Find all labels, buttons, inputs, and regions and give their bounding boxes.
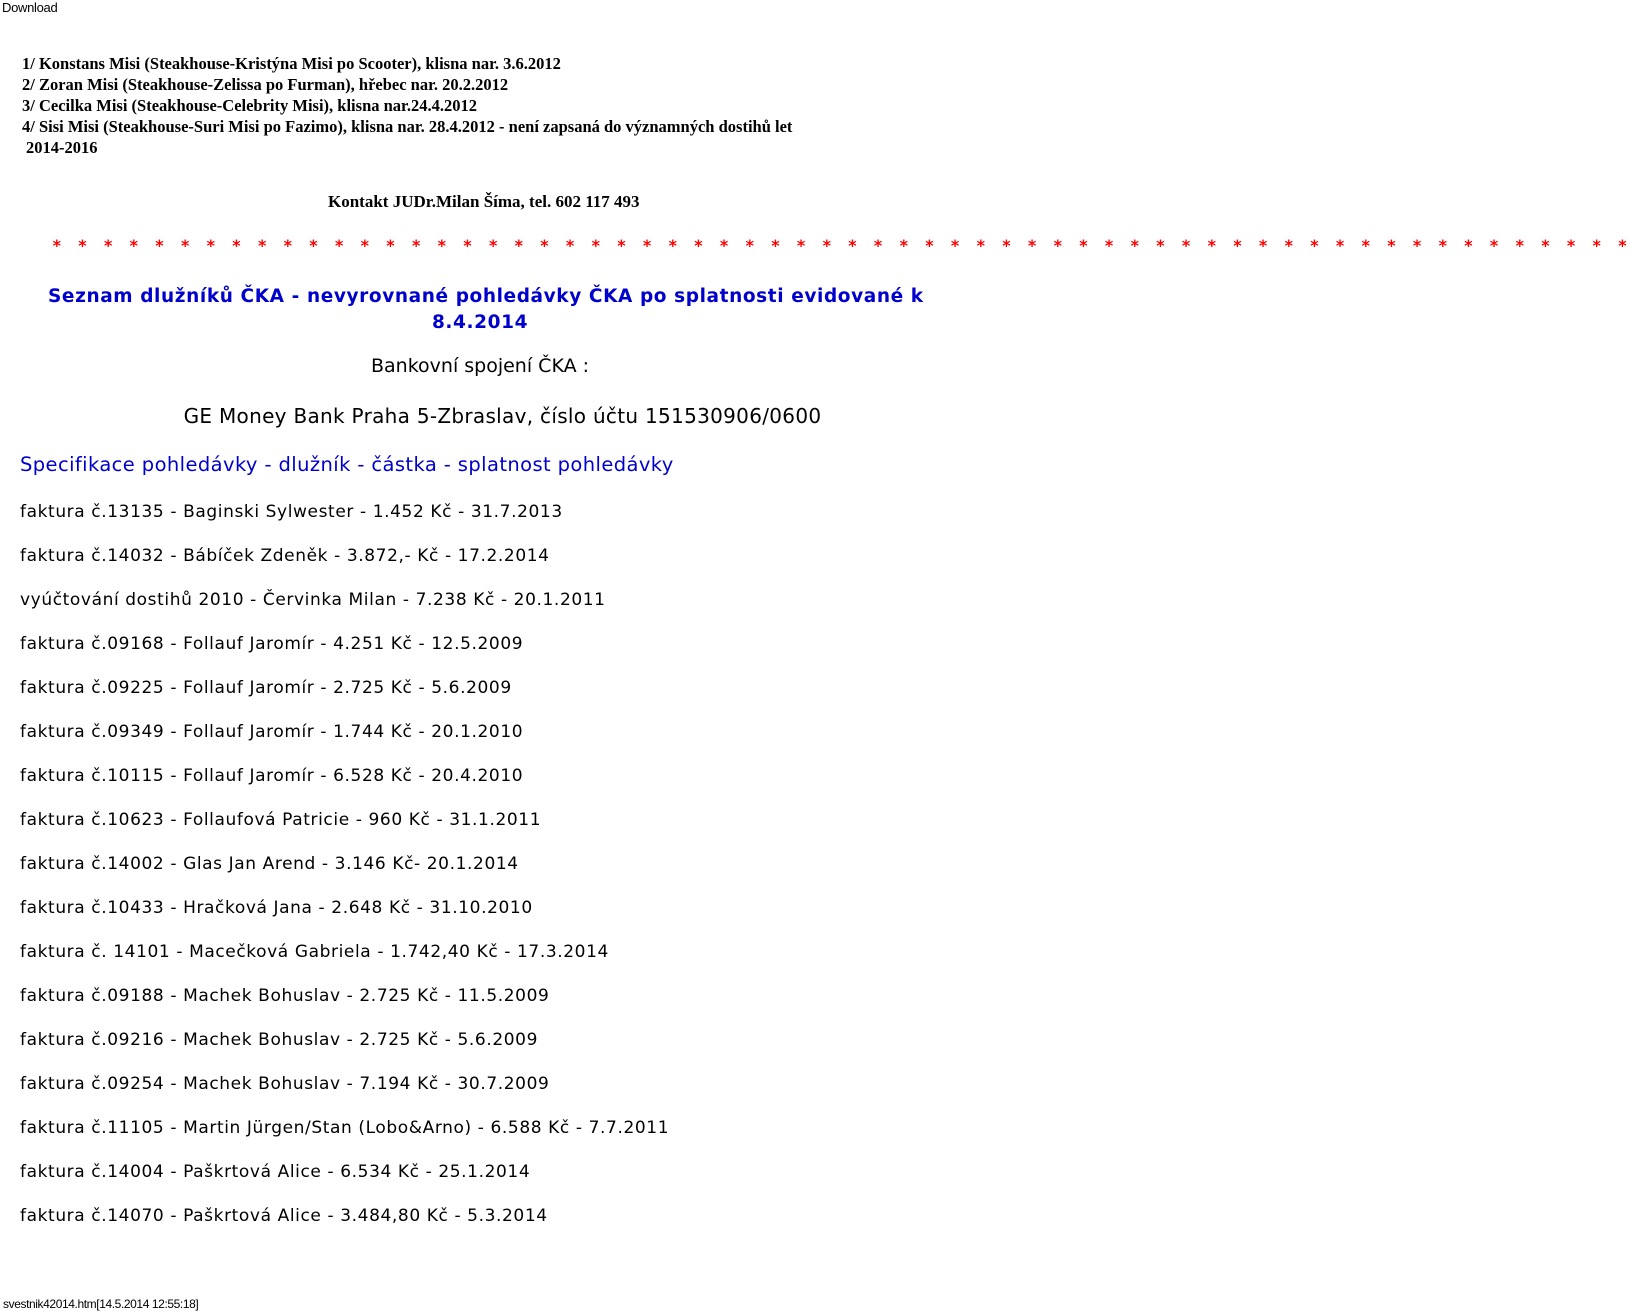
contact-info: Kontakt JUDr.Milan Šíma, tel. 602 117 493 [328, 192, 640, 211]
specification-heading: Specifikace pohledávky - dlužník - částka - splatnost pohledávky [20, 453, 674, 476]
horses-list [22, 53, 952, 158]
debt-item: faktura č.09349 - Follauf Jaromír - 1.744 Kč - 20.1.2010 [20, 722, 524, 742]
debtors-list-title [0, 284, 960, 336]
debt-item: faktura č.14002 - Glas Jan Arend - 3.146 Kč- 20.1.2014 [20, 854, 519, 874]
debt-item: faktura č.14004 - Paškrtová Alice - 6.534 Kč - 25.1.2014 [20, 1162, 531, 1182]
debt-item: faktura č.14032 - Bábíček Zdeněk - 3.872,- Kč - 17.2.2014 [20, 546, 550, 566]
horse-item: 4/ Sisi Misi (Steakhouse-Suri Misi po Fazimo), klisna nar. 28.4.2012 - není zapsaná do významných dostihů let [22, 117, 793, 136]
debt-item: faktura č.09188 - Machek Bohuslav - 2.725 Kč - 11.5.2009 [20, 986, 550, 1006]
horse-item: 3/ Cecilka Misi (Steakhouse-Celebrity Misi), klisna nar.24.4.2012 [22, 96, 477, 115]
debt-item: faktura č.09216 - Machek Bohuslav - 2.725 Kč - 5.6.2009 [20, 1030, 539, 1050]
debt-item: faktura č.10623 - Follaufová Patricie - 960 Kč - 31.1.2011 [20, 810, 542, 830]
horse-item: 2/ Zoran Misi (Steakhouse-Zelissa po Furman), hřebec nar. 20.2.2012 [22, 75, 509, 94]
horse-item-continuation: 2014-2016 [26, 138, 98, 157]
debt-item: faktura č. 14101 - Macečková Gabriela - 1.742,40 Kč - 17.3.2014 [20, 942, 609, 962]
bank-account-number: GE Money Bank Praha 5-Zbraslav, číslo účtu 151530906/0600 [183, 404, 822, 428]
bank-connection-heading: Bankovní spojení ČKA : [370, 355, 590, 377]
debt-item: faktura č.09168 - Follauf Jaromír - 4.251 Kč - 12.5.2009 [20, 634, 524, 654]
debt-item: faktura č.09225 - Follauf Jaromír - 2.725 Kč - 5.6.2009 [20, 678, 512, 698]
debt-item: faktura č.10433 - Hračková Jana - 2.648 Kč - 31.10.2010 [20, 898, 533, 918]
debt-item: faktura č.14070 - Paškrtová Alice - 3.484,80 Kč - 5.3.2014 [20, 1206, 548, 1226]
horse-item: 1/ Konstans Misi (Steakhouse-Kristýna Misi po Scooter), klisna nar. 3.6.2012 [22, 54, 561, 73]
debts-list [20, 500, 669, 1248]
stars-divider: * * * * * * * * * * * * * * * * * * * * * * * * * * * * * * * * * * * * * * * * * * * * * * * * * * * * * * * * * * * * * * [52, 236, 1630, 255]
debt-item: faktura č.13135 - Baginski Sylwester - 1.452 Kč - 31.7.2013 [20, 502, 563, 522]
page-footer: svestnik42014.htm[14.5.2014 12:55:18] [3, 1297, 199, 1311]
debtors-list-title-line1: Seznam dlužníků ČKA - nevyrovnané pohledávky ČKA po splatnosti evidované k [48, 286, 924, 307]
debtors-list-title-date: 8.4.2014 [431, 312, 529, 333]
debt-item: faktura č.09254 - Machek Bohuslav - 7.194 Kč - 30.7.2009 [20, 1074, 550, 1094]
debt-item: vyúčtování dostihů 2010 - Červinka Milan - 7.238 Kč - 20.1.2011 [20, 590, 606, 610]
debt-item: faktura č.10115 - Follauf Jaromír - 6.528 Kč - 20.4.2010 [20, 766, 524, 786]
debt-item: faktura č.11105 - Martin Jürgen/Stan (Lobo&Arno) - 6.588 Kč - 7.7.2011 [20, 1118, 670, 1138]
download-link[interactable]: Download [2, 0, 58, 15]
